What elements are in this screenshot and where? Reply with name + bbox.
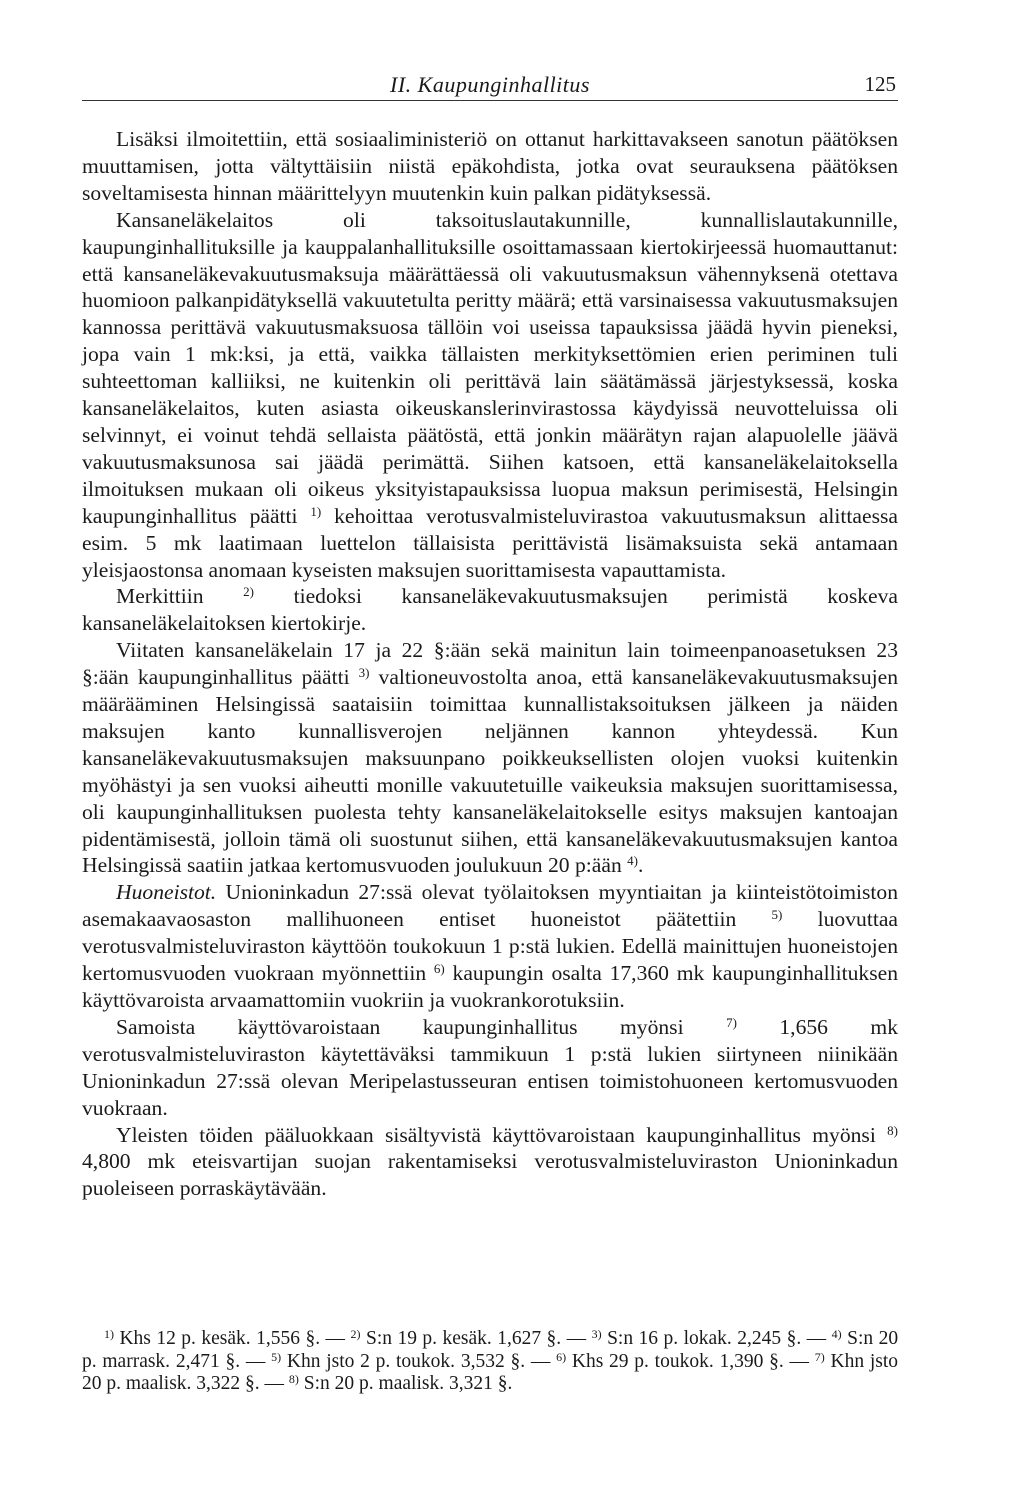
paragraph-1 [82, 126, 898, 207]
footnote-mark: 2) [350, 1327, 361, 1341]
footnote-ref: 2) [243, 584, 254, 600]
footnote-block [82, 1328, 898, 1396]
paragraph-text: Samoista käyttövaroistaan kaupunginhallitus myönsi [116, 1014, 684, 1039]
paragraph-text: valtioneuvostolta anoa, että kansaneläkevakuutusmaksujen määrääminen Helsingissä saataisiin toimittaa kunnallistaksoituksen jälkeen ja näiden maksujen kanto kunnallisverojen neljännen kannon yhteydessä. Kun kansaneläkevakuutusmaksujen maksuunpano poikkeuksellisten olojen vuoksi kuitenkin myöhästyi ja sen vuoksi aiheutti monille vakuutetuille vaikeuksia maksujen suorittamisessa, oli kaupunginhallituksen puolesta tehty kansaneläkelaitokselle esitys maksujen kantoajan pidentämisestä, jolloin tämä oli suostunut siihen, että kansaneläkevakuutusmaksujen kantoa Helsingissä saatiin jatkaa kertomusvuoden joulukuun 20 p:ään [82, 665, 899, 878]
footnote-mark: 3) [591, 1327, 602, 1341]
footnotes [82, 1328, 898, 1396]
footnote-text: Khn jsto 20 p. maalisk. 3,322 §. — [82, 1350, 899, 1394]
footnote-mark: 1) [104, 1327, 114, 1341]
paragraph-3 [82, 583, 898, 637]
footnote-mark: 4) [831, 1327, 842, 1341]
footnote-ref: 4) [627, 853, 638, 869]
paragraph-5 [82, 879, 898, 1014]
paragraph-text: Unioninkadun 27:ssä olevat työlaitoksen myyntiaitan ja kiinteistötoimiston asemakaavaosaston mallihuoneen entiset huoneistot päätettiin [82, 880, 898, 932]
footnote-mark: 5) [271, 1349, 282, 1364]
footnote-ref: 1) [310, 503, 322, 519]
footnote-text: S:n 19 p. kesäk. 1,627 §. — [365, 1328, 587, 1349]
footnote-text: Khn jsto 2 p. toukok. 3,532 §. — [286, 1350, 551, 1372]
paragraph-text: kaupungin osalta 17,360 mk kaupunginhallituksen käyttövaroista arvaamattomiin vuokriin ja vuokrankorotuksiin. [82, 961, 898, 1012]
section-lead: Huoneistot. [116, 880, 217, 905]
footnote-ref: 5) [771, 907, 783, 923]
paragraph-text: 1,656 mk verotusvalmisteluviraston käytettäväksi tammikuun 1 p:stä lukien siirtyneen niinikään Unioninkadun 27:ssä olevan Meripelastusseuran entisen toimistohuoneen kertomusvuoden vuokraan. [82, 1014, 899, 1120]
paragraph-text: kehoittaa verotusvalmisteluvirastoa vakuutusmaksun alittaessa esim. 5 mk laatimaan luettelon tällaisista perittävistä lisämaksuista sekä antamaan yleisjaostonsa anomaan kyseisten maksujen suorittamisesta vapauttamista. [82, 503, 898, 582]
paragraph-text: Yleisten töiden pääluokkaan sisältyvistä käyttövaroistaan kaupunginhallitus myönsi [116, 1122, 876, 1147]
footnote-text: S:n 16 p. lokak. 2,245 §. — [607, 1328, 827, 1349]
footnote-ref: 7) [726, 1014, 737, 1030]
paragraph-text: Kansaneläkelaitos oli taksoituslautakunnille, kunnallislautakunnille, kaupunginhallituksille ja kauppalanhallituksille osoittamassaan kiertokirjeessä huomauttanut: että kansaneläkevakuutusmaksuja määrättäessä oli vakuutusmaksun vähennyksenä otettava huomioon palkanpidätyksellä vakuutetulta peritty määrä; että varsinaisessa vakuutusmaksujen kannossa perittävä vakuutusmaksuosa tällöin voi useissa tapauksissa jäädä hyvin pieneksi, jopa vain 1 mk:ksi, ja että, vaikka tällaisten merkityksettömien erien periminen tuli suhteettoman kalliiksi, ne kuitenkin oli perittävä lain säätämässä järjestyksessä, koska kansaneläkelaitos, kuten asiasta oikeuskanslerinvirastossa käydyissä neuvotteluissa oli selvinnyt, ei voinut tehdä sellaista päätöstä, että jonkin määrätyn rajan alapuolelle jäävä vakuutusmaksunosa sai jäädä perimättä. Siihen katsoen, että kansaneläkelaitoksella ilmoituksen mukaan oli oikeus yksityistapauksissa luopua maksun perimisestä, Helsingin kaupunginhallitus päätti [82, 207, 898, 528]
footnote-mark: 7) [814, 1349, 825, 1364]
paragraph-7 [82, 1122, 898, 1203]
paragraph-text: Merkittiin [116, 584, 204, 609]
footnote-ref: 3) [358, 665, 370, 681]
footnote-text: Khs 29 p. toukok. 1,390 §. — [571, 1350, 809, 1372]
paragraph-text: 4,800 mk eteisvartijan suojan rakentamiseksi verotusvalmisteluviraston Unioninkadun puoleiseen porraskäytävään. [82, 1149, 898, 1201]
footnote-mark: 6) [556, 1349, 567, 1364]
paragraph-text: Lisäksi ilmoitettiin, että sosiaaliministeriö on ottanut harkittavakseen sanotun päätöksen muuttamisen, jotta vältyttäisiin niistä epäkohdista, jotka ovat seurauksena päätöksen soveltamisesta hinnan määrittelyyn muutenkin kuin palkan pidätyksessä. [82, 127, 898, 205]
footnote-text: S:n 20 p. maalisk. 3,321 §. [303, 1373, 513, 1394]
paragraph-6 [82, 1014, 898, 1122]
chapter-title: II. Kaupunginhallitus [390, 72, 590, 97]
footnote-ref: 6) [433, 961, 445, 977]
paragraph-4 [82, 637, 898, 879]
paragraph-text: Viitaten kansaneläkelain 17 ja 22 §:ään sekä mainitun lain toimeenpanoasetuksen 23 §:ään kaupunginhallitus päätti [82, 638, 898, 690]
paragraph-text: luovuttaa verotusvalmisteluviraston käyttöön toukokuun 1 p:stä lukien. Edellä mainittujen huoneistojen kertomusvuoden vuokraan myönnettiin [82, 907, 898, 986]
paragraph-text: . [638, 853, 644, 878]
page-number: 125 [864, 72, 896, 96]
footnote-ref: 8) [887, 1122, 898, 1138]
body-text [82, 126, 898, 1202]
running-header [82, 70, 898, 101]
paragraph-text: tiedoksi kansaneläkevakuutusmaksujen perimistä koskeva kansaneläkelaitoksen kiertokirje. [82, 584, 899, 636]
footnote-text: Khs 12 p. kesäk. 1,556 §. — [119, 1328, 346, 1349]
footnote-mark: 8) [288, 1372, 299, 1386]
footnote-text: S:n 20 p. marrask. 2,471 §. — [82, 1328, 899, 1372]
paragraph-2 [82, 207, 898, 584]
